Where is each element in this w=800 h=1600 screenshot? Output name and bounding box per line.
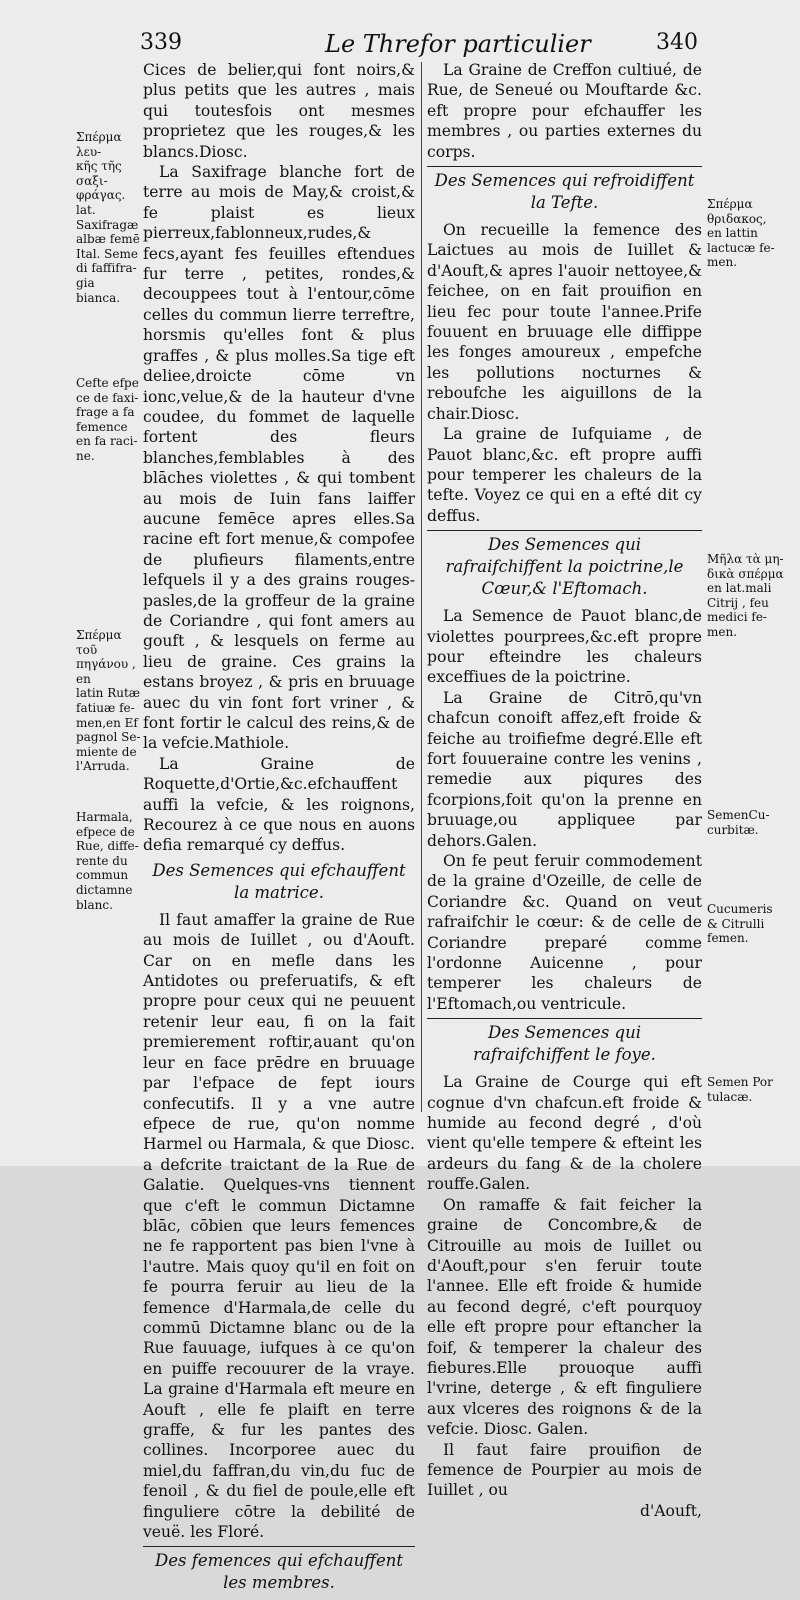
margin-note-line: medici fe- bbox=[707, 610, 767, 625]
section-heading: Des Semences qui refroidiffent la Tefte. bbox=[427, 166, 702, 214]
margin-note-line: dictamne bbox=[76, 882, 133, 897]
margin-note-line: blanc. bbox=[76, 897, 113, 912]
paragraph: La Graine de Citrō,qu'vn chafcun conoift affez,eft froide & feiche au troifiefme degré.Elle eft fort fouueraine contre les venins , remedie aux piqures des fcorpions,foit qu'on la prenne en bruuage,ou appliquee par dehors.Galen. bbox=[427, 688, 702, 850]
paragraph: Il faut amaffer la graine de Rue au mois de Iuillet , ou d'Aouft. Car on en mefle dans les Antidotes ou preferuatifs, & eft propre pour ceux qui ne peuuent retenir leur eau, fi on la fait premierement roftir,auant qu'on leur en face prēdre en bruuage par l'efpace de fept iours confecutifs. Il y a vne autre efpece de rue, qu'on nomme Harmel ou Harmala, & que Diosc. a defcrite traictant de la Rue de Galatie. Quelques-vns tiennent que c'eft le commun Dictamne blāc, cōbien que leurs femences ne fe rapportent pas bien l'vne à l'autre. Mais quoy qu'il en foit on fe pourra feruir au lieu de la femence d'Harmala,de celle du commū Dictamne blanc ou de la Rue fauuage, iufques à ce qu'on en puiffe recouurer de la vraye. La graine d'Harmala eft meure en Aouft , elle fe plaift en terre graffe, & fur les pantes des collines. Incorporee auec du miel,du faffran,du vin,du fuc de fenoil , & du fiel de poule,elle eft finguliere cōtre la debilité de veuë. les Floré. bbox=[143, 910, 415, 1542]
margin-note-line: Rue, diffe- bbox=[76, 839, 139, 854]
margin-note-line: rente du bbox=[76, 853, 128, 868]
paragraph: La graine de Iufquiame , de Pauot blanc,&c. eft propre auffi pour temperer les chaleurs de la tefte. Voyez ce qui en a efté dit cy deffus. bbox=[427, 425, 702, 525]
margin-note-line: albæ femē bbox=[76, 232, 140, 247]
margin-note-line: curbitæ. bbox=[707, 822, 759, 837]
margin-note-line: & Citrulli bbox=[707, 916, 765, 931]
margin-note-line: SemenCu- bbox=[707, 808, 770, 822]
margin-note bbox=[707, 808, 793, 837]
margin-note-line: en lattin bbox=[707, 226, 758, 241]
margin-note-line: efpece de bbox=[76, 824, 135, 839]
left-column bbox=[143, 60, 415, 1600]
margin-note-line: θριδακος, bbox=[707, 211, 767, 226]
margin-note-line: Ital. Seme bbox=[76, 246, 138, 261]
paragraph: La Graine de Roquette,d'Ortie,&c.efchauffent auffi la vefcie, & les roignons, Recourez à ce que nous en auons defia remarqué cy deffus. bbox=[143, 754, 415, 855]
paragraph: La Semence de Pauot blanc,de violettes pourprees,&c.eft propre pour efteindre les chaleurs exceffiues de la poictrine. bbox=[427, 607, 702, 687]
margin-note-line: lactucæ fe- bbox=[707, 240, 775, 255]
margin-note-line: Harmala, bbox=[76, 810, 133, 824]
margin-note-line: πηγάνου , en bbox=[76, 657, 136, 686]
margin-note-line: ce de faxi- bbox=[76, 390, 139, 405]
margin-note-line: l'Arruda. bbox=[76, 759, 130, 774]
margin-note-line: κῆς τῆς σαξι- bbox=[76, 159, 122, 188]
paragraph: Il faut faire prouifion de femence de Pourpier au mois de Iuillet , ou bbox=[427, 1440, 702, 1500]
paragraph: Cices de belier,qui font noirs,& plus petits que les autres , mais qui toutesfois ont mesmes proprietez que les rouges,& les blancs.Diosc. bbox=[143, 61, 415, 161]
margin-note-line: gia bianca. bbox=[76, 275, 121, 305]
paragraph: La Saxifrage blanche fort de terre au mois de May,& croist,& fe plaist es lieux pierreux,fablonneux,rudes,& fecs,ayant fes feuilles eftendues fur terre , petites, rondes,& decouppees tout à l'entour,cōme celles du commun lierre terreftre, horsmis qu'elles font & plus graffes , & plus molles.Sa tige eft deliee,droicte cōme vn ionc,velue,& de la hauteur d'vne coudee, du fommet de laquelle fortent des fleurs blanches,femblables à des blāches violettes , & qui tombent au mois de Iuin fans laiffer aucune femēce apres elles.Sa racine eft fort menue,& compofee de plufieurs filaments,entre lefquels il y a des grains rouges-pasles,de la groffeur de la graine de Coriandre , qui font amers au gouft , & lesquels on ferme au lieu de graine. Ces grains la estans broyez , & pris en bruuage auec du vin font fort vriner , & font fortir le calcul des reins,& de la vefcie.Mathiole. bbox=[143, 163, 415, 753]
margin-note bbox=[76, 376, 142, 464]
margin-note-line: pagnol Se- bbox=[76, 730, 141, 745]
margin-note-line: femen. bbox=[707, 931, 749, 946]
margin-note-line: Semen Por bbox=[707, 1075, 773, 1089]
margin-note-line: δικὰ σπέρμα bbox=[707, 566, 784, 581]
margin-note bbox=[76, 628, 142, 774]
margin-note-line: Citrij , feu bbox=[707, 595, 769, 610]
running-header bbox=[0, 30, 800, 60]
catchword: d'Aouft, bbox=[640, 1501, 702, 1520]
margin-note-line: femence bbox=[76, 419, 128, 434]
margin-note-line: miente de bbox=[76, 744, 137, 759]
page-number-right: 340 bbox=[656, 30, 698, 55]
right-column bbox=[427, 60, 702, 1521]
margin-note-line: Cucumeris bbox=[707, 902, 773, 916]
margin-note bbox=[76, 810, 142, 912]
margin-note-line: en fa raci- bbox=[76, 434, 138, 449]
margin-note-line: Σπέρμα λευ- bbox=[76, 130, 122, 159]
margin-note-line: Cefte efpe bbox=[76, 376, 139, 390]
paragraph: La Graine de Creffon cultiué, de Rue, de Seneué ou Mouftarde &c. eft propre pour efchauffer les membres , ou parties externes du corps. bbox=[427, 61, 702, 161]
section-heading: Des Semences qui rafraifchiffent le foye. bbox=[427, 1018, 702, 1066]
margin-note bbox=[707, 902, 793, 946]
margin-note-line: Saxifragæ bbox=[76, 217, 139, 232]
page-number-left: 339 bbox=[140, 30, 182, 55]
margin-note-line: men,en Ef bbox=[76, 715, 138, 730]
margin-note-line: Μῆλα τὰ μη- bbox=[707, 552, 784, 566]
margin-note-line: frage a fa bbox=[76, 405, 135, 420]
running-title: Le Threfor particulier bbox=[325, 30, 591, 58]
margin-note-line: ne. bbox=[76, 448, 95, 463]
margin-note bbox=[707, 1075, 793, 1104]
section-heading: Des Semences qui efchauffent la matrice. bbox=[152, 860, 406, 902]
margin-note-line: fatiuæ fe- bbox=[76, 700, 135, 715]
paragraph: La Graine de Courge qui eft cognue d'vn chafcun.eft froide & humide au fecond degré , d'où vient qu'elle tempere & efteint les ardeurs du fang & de la cholere rouffe.Galen. bbox=[427, 1073, 702, 1194]
margin-note bbox=[76, 130, 142, 305]
section-heading: Des Semences qui rafraifchiffent la poictrine,le Cœur,& l'Eftomach. bbox=[427, 530, 702, 600]
paragraph: On fe peut feruir commodement de la graine d'Ozeille, de celle de Coriandre &c. Quand on veut rafraifchir le cœur: & de celle de Coriandre preparé comme l'ordonne Auicenne , pour temperer les chaleurs de l'Eftomach,ou ventricule. bbox=[427, 852, 702, 1013]
margin-note-line: men. bbox=[707, 624, 738, 639]
margin-note-line: Σπέρμα bbox=[707, 197, 753, 211]
margin-note-line: tulacæ. bbox=[707, 1089, 753, 1104]
paragraph: On ramaffe & fait feicher la graine de Concombre,& de Citrouille au mois de Iuillet ou d'Aouft,pour s'en feruir toute l'annee. Elle eft froide & humide au fecond degré, c'eft pourquoy elle eft propre pour eftancher la foif, & temperer la chaleur des fiebures.Elle prouoque auffi l'vrine, deterge , & eft finguliere aux vlceres des roignons & de la vefcie. Diosc. Galen. bbox=[427, 1195, 702, 1439]
margin-note-line: φράγας. lat. bbox=[76, 188, 126, 217]
section-heading: Des femences qui efchauffent les membres. bbox=[143, 1546, 415, 1594]
margin-note-line: commun bbox=[76, 868, 129, 883]
margin-note-line: latin Rutæ bbox=[76, 686, 141, 701]
margin-note-line: men. bbox=[707, 255, 738, 270]
margin-note bbox=[707, 552, 793, 640]
margin-note-line: en lat.mali bbox=[707, 581, 772, 596]
paragraph: On recueille la femence des Laictues au mois de Iuillet & d'Aouft,& apres l'auoir nettoyee,& feichee, on en fait prouifion en lieu fec pour toute l'annee.Prife fouuent en bruuage elle diffippe les fonges amoureux , empefche les pollutions nocturnes & reboufche les aiguillons de la chair.Diosc. bbox=[427, 221, 702, 423]
margin-note-line: Σπέρμα τοῦ bbox=[76, 628, 122, 657]
margin-note bbox=[707, 197, 793, 270]
column-divider bbox=[421, 62, 422, 1112]
margin-note-line: di faffifra- bbox=[76, 261, 137, 276]
